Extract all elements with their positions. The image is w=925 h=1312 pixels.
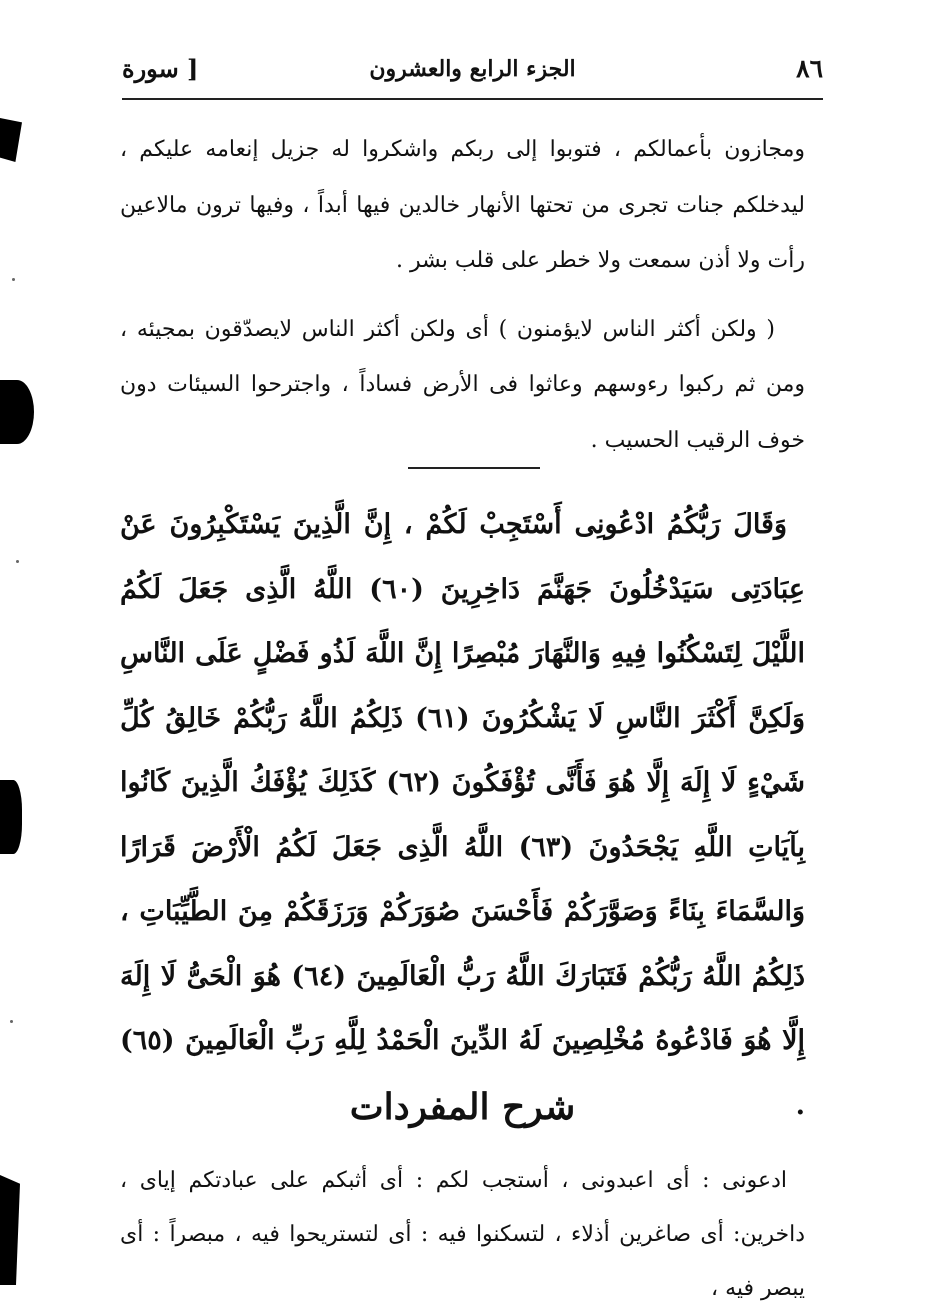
- surah-label: [ سورة: [122, 54, 199, 83]
- scan-speck: [12, 278, 15, 281]
- scan-speck: [10, 1020, 13, 1023]
- section-title: شرح المفردات: [349, 1086, 576, 1128]
- scan-artifact: [0, 1175, 20, 1285]
- commentary-paragraph: ( ولكن أكثر الناس لايؤمنون ) أى ولكن أكثر الناس لايصدّقون بمجيئه ، ومن ثم ركبوا رءوسهم وعاثوا فى الأرض فساداً ، واجترحوا السيئات دون خوف الرقيب الحسيب .: [120, 316, 805, 453]
- scan-artifact: [0, 380, 34, 444]
- scan-artifact: [0, 118, 22, 162]
- scan-artifact: [0, 780, 22, 854]
- glossary-section: [120, 1154, 805, 1312]
- glossary-text: ادعونى : أى اعبدونى ، أستجب لكم : أى أثبكم على عبادتكم إياى ، داخرين: أى صاغرين أذلاء ، لتسكنوا فيه : أى لتستريحوا فيه ، مبصراً : أى يبصر فيه ،: [120, 1168, 805, 1301]
- commentary-paragraph: ومجازون بأعمالكم ، فتوبوا إلى ربكم واشكروا له جزيل إنعامه عليكم ، ليدخلكم جنات تجرى من تحتها الأنهار خالدين فيها أبداً ، وفيها ترون مالاعين رأت ولا أذن سمعت ولا خطر على قلب بشر .: [120, 137, 805, 273]
- quran-verses: [120, 493, 805, 1138]
- scan-speck: [16, 560, 19, 563]
- verse-text: وَقَالَ رَبُّكُمُ ادْعُونِى أَسْتَجِبْ لَكُمْ ، إِنَّ الَّذِينَ يَسْتَكْبِرُونَ عَنْ عِبَادَتِى سَيَدْخُلُونَ جَهَنَّمَ دَاخِرِينَ (٦٠) اللَّهُ الَّذِى جَعَلَ لَكُمُ اللَّيْلَ لِتَسْكُنُوا فِيهِ وَالنَّهَارَ مُبْصِرًا إِنَّ اللَّهَ لَذُو فَضْلٍ عَلَى النَّاسِ وَلَكِنَّ أَكْثَرَ النَّاسِ لَا يَشْكُرُونَ (٦١) ذَلِكُمُ اللَّهُ رَبُّكُمْ خَالِقُ كُلِّ شَيْءٍ لَا إِلَهَ إِلَّا هُوَ فَأَنَّى تُؤْفَكُونَ (٦٢) كَذَلِكَ يُؤْفَكُ الَّذِينَ كَانُوا بِآيَاتِ اللَّهِ يَجْحَدُونَ (٦٣) اللَّهُ الَّذِى جَعَلَ لَكُمُ الْأَرْضَ قَرَارًا وَالسَّمَاءَ بِنَاءً وَصَوَّرَكُمْ فَأَحْسَنَ صُوَرَكُمْ وَرَزَقَكُمْ مِنَ الطَّيِّبَاتِ ، ذَلِكُمُ اللَّهُ رَبُّكُمْ فَتَبَارَكَ اللَّهُ رَبُّ الْعَالَمِينَ (٦٤) هُوَ الْحَىُّ لَا إِلَهَ إِلَّا هُوَ فَادْعُوهُ مُخْلِصِينَ لَهُ الدِّينَ الْحَمْدُ لِلَّهِ رَبِّ الْعَالَمِينَ (٦٥) .: [120, 509, 806, 1121]
- page-header: [122, 52, 823, 100]
- commentary-section: [120, 122, 805, 468]
- page-number: ٨٦: [796, 54, 823, 83]
- section-divider: [408, 467, 540, 469]
- running-title: الجزء الرابع والعشرون: [369, 56, 576, 82]
